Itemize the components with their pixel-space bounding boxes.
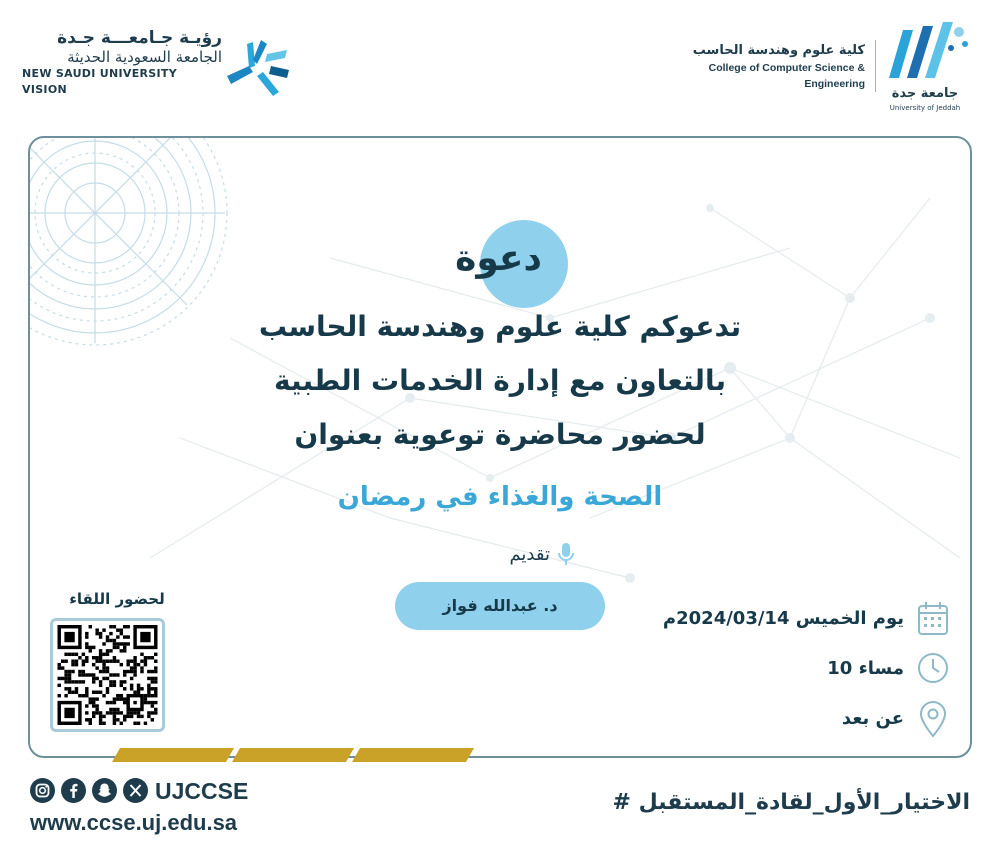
invitation-line-2: بالتعاون مع إدارة الخدمات الطبية bbox=[274, 364, 726, 397]
university-english: University of Jeddah bbox=[889, 104, 961, 112]
date-text: يوم الخميس 2024/03/14م bbox=[662, 608, 904, 629]
speaker-name: د. عبدالله فواز bbox=[395, 582, 605, 630]
presenter-label bbox=[440, 542, 580, 568]
college-english: College of Computer Science & Engineering bbox=[708, 62, 865, 90]
calendar-icon bbox=[916, 600, 950, 638]
vision-english: NEW SAUDI UNIVERSITY VISION bbox=[22, 67, 177, 96]
vision-arabic-line1: رؤيـة جـامعـــة جـدة bbox=[57, 28, 222, 48]
vision-text bbox=[22, 28, 222, 98]
lecture-topic: الصحة والغذاء في رمضان bbox=[337, 482, 663, 512]
gold-stripes bbox=[112, 748, 482, 766]
title-block bbox=[430, 220, 570, 284]
x-icon[interactable] bbox=[123, 778, 148, 803]
college-arabic: كلية علوم وهندسة الحاسب bbox=[692, 43, 865, 58]
qr-code[interactable] bbox=[50, 618, 165, 732]
hashtag: # الاختيار_الأول_لقادة_المستقبل bbox=[612, 790, 970, 815]
date-row bbox=[662, 600, 950, 640]
location-text: عن بعد bbox=[841, 708, 904, 729]
time-row bbox=[670, 650, 950, 690]
invitation-title: دعوة bbox=[455, 238, 542, 279]
instagram-icon[interactable] bbox=[30, 778, 55, 803]
time-text: 10 مساء bbox=[827, 658, 904, 679]
invitation-line-1: تدعوكم كلية علوم وهندسة الحاسب bbox=[258, 310, 742, 343]
qr-label: لحضور اللقاء bbox=[69, 590, 165, 608]
vision-mark-icon bbox=[227, 36, 297, 100]
social-handle[interactable]: UJCCSE bbox=[155, 778, 249, 804]
clock-icon bbox=[916, 650, 950, 686]
university-logo bbox=[885, 18, 975, 118]
college-name bbox=[650, 42, 865, 92]
university-emblem-icon bbox=[885, 18, 971, 84]
vision-logo bbox=[22, 28, 312, 108]
microphone-icon bbox=[556, 542, 576, 568]
header-divider bbox=[875, 40, 876, 92]
location-pin-icon bbox=[916, 700, 950, 740]
presenter-label-text: تقديم bbox=[509, 544, 550, 565]
vision-arabic-line2: الجامعة السعودية الحديثة bbox=[67, 48, 222, 66]
invitation-card bbox=[28, 136, 972, 758]
facebook-icon[interactable] bbox=[61, 778, 86, 803]
snapchat-icon[interactable] bbox=[92, 778, 117, 803]
location-row bbox=[670, 700, 950, 740]
university-arabic: جامعة جدة bbox=[891, 86, 959, 101]
qr-code-image bbox=[57, 625, 158, 725]
website-link[interactable]: www.ccse.uj.edu.sa bbox=[30, 810, 238, 835]
invitation-line-3: لحضور محاضرة توعوية بعنوان bbox=[294, 418, 706, 451]
